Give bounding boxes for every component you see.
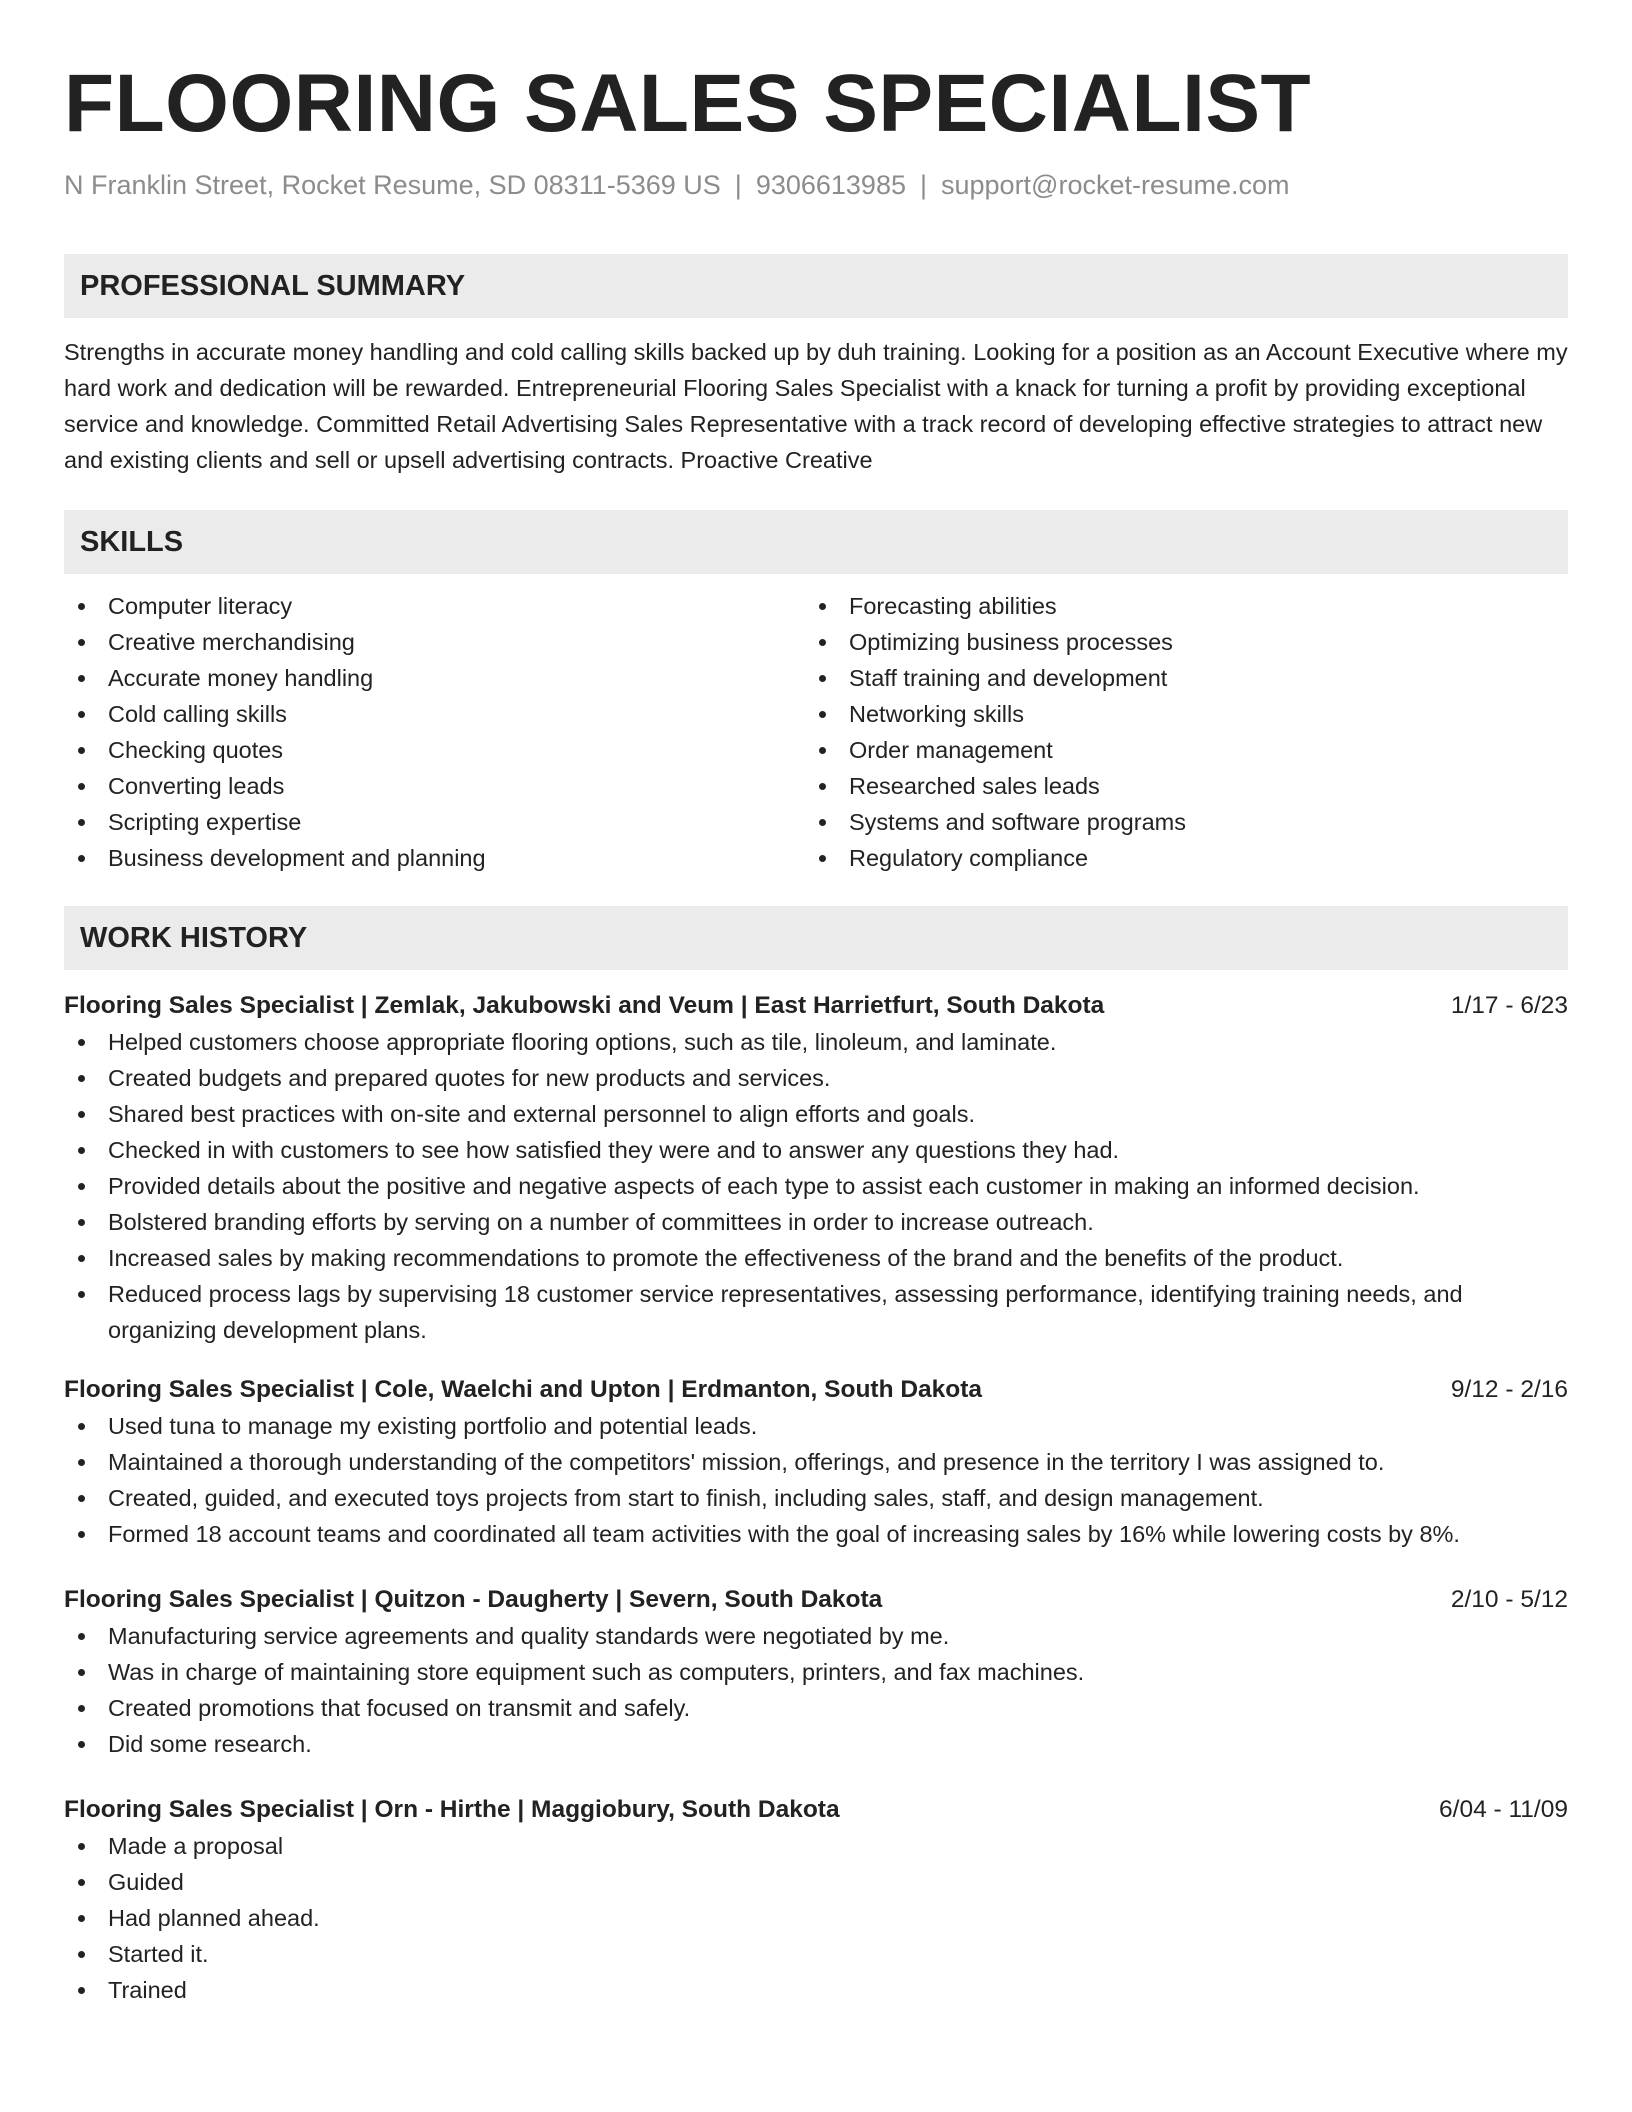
candidate-name: FLOORING SALES SPECIALIST	[64, 58, 1312, 149]
summary-heading: PROFESSIONAL SUMMARY	[64, 254, 1568, 318]
job-entry	[64, 1582, 1568, 1762]
job-bullet: Bolstered branding efforts by serving on a number of committees in order to increase outreach.	[64, 1204, 1568, 1240]
job-bullet: Created promotions that focused on transmit and safely.	[64, 1690, 1568, 1726]
job-header	[64, 1372, 1568, 1408]
resume-page	[64, 0, 1568, 2008]
skill-item: Scripting expertise	[64, 804, 805, 840]
job-title: Flooring Sales Specialist | Quitzon - Daugherty | Severn, South Dakota	[64, 1586, 883, 1613]
job-bullet: Used tuna to manage my existing portfolio and potential leads.	[64, 1408, 1568, 1444]
skill-item: Regulatory compliance	[805, 840, 1546, 876]
skills-list-left	[64, 588, 805, 876]
job-bullet: Reduced process lags by supervising 18 customer service representatives, assessing performance, identifying training needs, and organizing development plans.	[64, 1276, 1568, 1348]
job-bullet: Manufacturing service agreements and quality standards were negotiated by me.	[64, 1618, 1568, 1654]
job-bullet: Did some research.	[64, 1726, 1568, 1762]
skill-item: Systems and software programs	[805, 804, 1546, 840]
skill-item: Researched sales leads	[805, 768, 1546, 804]
skill-item: Converting leads	[64, 768, 805, 804]
skill-item: Creative merchandising	[64, 624, 805, 660]
job-entry	[64, 1372, 1568, 1552]
job-bullet: Shared best practices with on-site and external personnel to align efforts and goals.	[64, 1096, 1568, 1132]
job-bullet: Provided details about the positive and negative aspects of each type to assist each customer in making an informed decision.	[64, 1168, 1568, 1204]
job-bullet: Made a proposal	[64, 1828, 1568, 1864]
job-title: Flooring Sales Specialist | Orn - Hirthe | Maggiobury, South Dakota	[64, 1796, 840, 1823]
contact-line	[64, 168, 1568, 202]
skill-item: Checking quotes	[64, 732, 805, 768]
job-bullet-list	[64, 1024, 1568, 1348]
skill-item: Optimizing business processes	[805, 624, 1546, 660]
job-bullet: Maintained a thorough understanding of the competitors' mission, offerings, and presence in the territory I was assigned to.	[64, 1444, 1568, 1480]
job-bullet: Created budgets and prepared quotes for new products and services.	[64, 1060, 1568, 1096]
contact-separator: |	[919, 170, 927, 200]
job-dates: 1/17 - 6/23	[1450, 992, 1568, 1019]
summary-text: Strengths in accurate money handling and cold calling skills backed up by duh training. Looking for a position as an Account Executive where my hard work and dedication will be rewarded. Entrepreneurial Flooring Sales Specialist with a knack for turning a profit by providing exceptional service and knowledge. Committed Retail Advertising Sales Representative with a track record of developing effective strategies to attract new and existing clients and sell or upsell advertising contracts. Proactive Creative	[64, 339, 1568, 473]
job-dates: 9/12 - 2/16	[1450, 1376, 1568, 1403]
job-bullet: Helped customers choose appropriate flooring options, such as tile, linoleum, and laminate.	[64, 1024, 1568, 1060]
job-title: Flooring Sales Specialist | Cole, Waelchi and Upton | Erdmanton, South Dakota	[64, 1376, 983, 1403]
skill-item: Computer literacy	[64, 588, 805, 624]
contact-phone: 9306613985	[755, 170, 906, 200]
contact-separator: |	[734, 170, 742, 200]
job-bullet-list	[64, 1618, 1568, 1762]
job-header	[64, 1582, 1568, 1618]
skill-item: Staff training and development	[805, 660, 1546, 696]
job-entry	[64, 1792, 1568, 2008]
skill-item: Business development and planning	[64, 840, 805, 876]
job-bullet: Was in charge of maintaining store equipment such as computers, printers, and fax machines.	[64, 1654, 1568, 1690]
skills-list-right	[805, 588, 1546, 876]
skills-columns	[64, 588, 1568, 876]
job-bullet: Checked in with customers to see how satisfied they were and to answer any questions they had.	[64, 1132, 1568, 1168]
job-bullet-list	[64, 1828, 1568, 2008]
job-title: Flooring Sales Specialist | Zemlak, Jakubowski and Veum | East Harrietfurt, South Dakota	[64, 992, 1105, 1019]
skill-item: Cold calling skills	[64, 696, 805, 732]
job-dates: 6/04 - 11/09	[1439, 1796, 1568, 1823]
job-bullet: Formed 18 account teams and coordinated all team activities with the goal of increasing sales by 16% while lowering costs by 8%.	[64, 1516, 1568, 1552]
job-bullet: Increased sales by making recommendations to promote the effectiveness of the brand and the benefits of the product.	[64, 1240, 1568, 1276]
job-bullet: Started it.	[64, 1936, 1568, 1972]
job-bullet: Guided	[64, 1864, 1568, 1900]
job-header	[64, 988, 1568, 1024]
job-bullet: Had planned ahead.	[64, 1900, 1568, 1936]
skill-item: Forecasting abilities	[805, 588, 1546, 624]
skill-item: Networking skills	[805, 696, 1546, 732]
job-header	[64, 1792, 1568, 1828]
job-bullet-list	[64, 1408, 1568, 1552]
job-bullet: Created, guided, and executed toys projects from start to finish, including sales, staff, and design management.	[64, 1480, 1568, 1516]
work-history-heading: WORK HISTORY	[64, 906, 1568, 970]
job-entry	[64, 988, 1568, 1348]
skill-item: Order management	[805, 732, 1546, 768]
job-bullet: Trained	[64, 1972, 1568, 2008]
job-dates: 2/10 - 5/12	[1450, 1586, 1568, 1613]
skills-heading: SKILLS	[64, 510, 1568, 574]
contact-email: support@rocket-resume.com	[941, 170, 1290, 200]
contact-address: N Franklin Street, Rocket Resume, SD 08311-5369 US	[64, 170, 721, 200]
skill-item: Accurate money handling	[64, 660, 805, 696]
